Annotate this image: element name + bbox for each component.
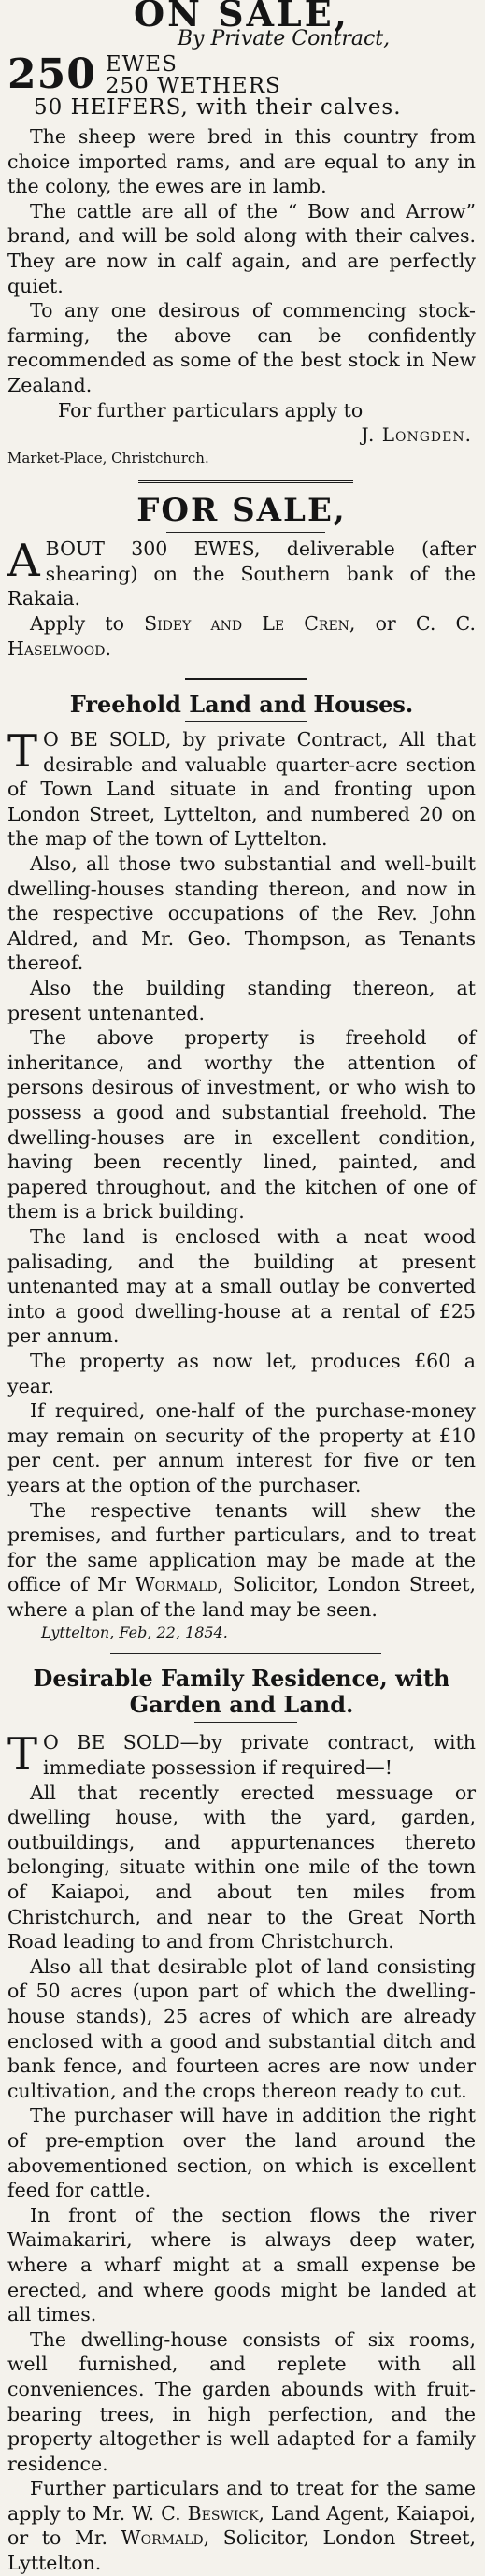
paragraph-text: O BE SOLD—by private contract, with immediate possession if required—! [43, 1731, 476, 1780]
advert-title: Desirable Family Residence, with Garden and Land. [33, 1665, 450, 1719]
signature-name: J. Longden. [361, 423, 472, 447]
paragraph: If required, one-half of the purchase-money may remain on security of the property at £10 per cent. per annum interest for five or ten years at the option of the purchaser. [7, 1399, 476, 1496]
paragraph: The sheep were bred in this country from choice imported rams, and are equal to any in the colony, the ewes are in lamb. [7, 125, 476, 198]
text-run: Haselwood [7, 637, 106, 660]
paragraph: Also, all those two substantial and well-built dwelling-houses standing thereon, and now in the respective occupations of the Rev. John Aldred, and Mr. Geo. Thompson, as Tenants thereof. [7, 852, 476, 975]
divider [194, 1722, 297, 1723]
paragraph [7, 2476, 476, 2575]
paragraph: Also all that desirable plot of land consisting of 50 acres (upon part of which the dwelling-house stands), 25 acres of which are already enclosed with a good and substantial ditch and bank fence, and fourteen acres are now under cultivation, and the crops thereon ready to cut. [7, 1954, 476, 2102]
divider [110, 1653, 381, 1654]
text-run: Apply to [30, 611, 145, 635]
divider [138, 480, 353, 483]
advert-on-sale-stock [7, 0, 476, 469]
dateline: Lyttelton, Feb, 22, 1854. [41, 1624, 228, 1642]
paragraph: The property as now let, produces £60 a year. [7, 1349, 476, 1397]
stock-count: 250 [7, 54, 96, 98]
paragraph [7, 727, 476, 852]
advert-for-sale-ewes [7, 489, 476, 661]
paragraph: To any one desirous of commencing stock-farming, the above can be confidently recommended as some of the best stock in New Zealand. [7, 299, 476, 396]
paragraph: All that recently erected messuage or dwelling house, with the yard, garden, outbuildings, and appurtenances thereto belonging, situate within one mile of the town of Kaiapoi, and about ten miles from Christchurch, and near to the Great North Road leading to and from Christchurch. [7, 1781, 476, 1953]
paragraph [7, 1730, 476, 1780]
text-run: , Land Agent, Kaiapoi, or to Mr. [7, 2501, 476, 2550]
advert-subtitle: By Private Contract, [177, 27, 391, 50]
stock-line: 250 WETHERS [105, 74, 281, 98]
paragraph-text: O BE SOLD, by private Contract, All that desirable and valuable quarter-acre section of Town Land situate in and fronting upon London Street, Lyttelton, and numbered 20 on the map of the town of Lyttelton. [7, 728, 476, 851]
paragraph: The purchaser will have in addition the right of pre-emption over the land around the abovementioned section, on which is excellent feed for cattle. [7, 2104, 476, 2202]
divider [185, 678, 307, 680]
paragraph-text: BOUT 300 EWES, deliverable (after shearing) on the Southern bank of the Rakaia. [7, 537, 476, 610]
paragraph: The cattle are all of the “ Bow and Arrow” brand, and will be sold along with their calves. They are now in calf again, and are perfectly quiet. [7, 199, 476, 297]
stock-list [7, 54, 476, 119]
place-line: Market-Place, Christchurch. [7, 450, 209, 467]
paragraph [7, 1498, 476, 1623]
paragraph: For further particulars apply to [58, 398, 364, 422]
text-run: Wormald [135, 1573, 218, 1596]
text-run: Further particulars and to treat for the same apply to Mr. W. C. [7, 2477, 476, 2525]
paragraph [7, 537, 476, 611]
divider [185, 721, 307, 722]
advert-freehold-land [7, 691, 476, 1644]
drop-cap: T [7, 1728, 38, 1782]
paragraph: In front of the section flows the river Waimakariri, where is always deep water, where a wharf might at a small expense be erected, and where goods might be landed at all times. [7, 2203, 476, 2326]
stock-line: 50 HEIFERS, with their calves. [34, 95, 402, 119]
advert-title: FOR SALE, [136, 492, 347, 530]
divider [166, 532, 325, 533]
paragraph [7, 611, 476, 661]
signature [7, 422, 476, 447]
advert-family-residence [7, 1666, 476, 2575]
text-run: Sidey and Le Cren [144, 611, 349, 635]
stock-line: EWES [105, 54, 178, 77]
paragraph: The dwelling-house consists of six rooms, well furnished, and replete with all conveniences. The garden abounds with fruit-bearing trees, in high perfection, and the property altogether is well adapted for a family residence. [7, 2327, 476, 2475]
drop-cap: T [7, 725, 38, 779]
paragraph: The land is enclosed with a neat wood palisading, and the building at present untenanted may at a small outlay be converted into a good dwelling-house at a rental of £25 per annum. [7, 1224, 476, 1348]
text-run: , Solicitor, London Street, where a plan of the land may be seen. [7, 1573, 476, 1621]
text-run: , or C. C. [349, 611, 476, 635]
advert-title: Freehold Land and Houses. [69, 691, 414, 719]
drop-cap: A [7, 535, 40, 588]
text-run: The respective tenants will shew the premises, and further particulars, and to treat for the same application may be made at the office of Mr [7, 1498, 476, 1596]
paragraph: The above property is freehold of inheritance, and worthy the attention of persons desirous of investment, or who wish to possess a good and substantial freehold. The dwelling-houses are in excellent condition, having been recently lined, painted, and papered throughout, and the kitchen of one of them is a brick building. [7, 1026, 476, 1224]
text-run: . [105, 637, 111, 660]
text-run: Beswick [187, 2501, 259, 2525]
advert-title: ON SALE, [134, 0, 349, 35]
paragraph: Also the building standing thereon, at present untenanted. [7, 977, 476, 1024]
text-run: Wormald [121, 2526, 204, 2550]
text-run: , Solicitor, London Street, Lyttelton. [7, 2526, 476, 2575]
